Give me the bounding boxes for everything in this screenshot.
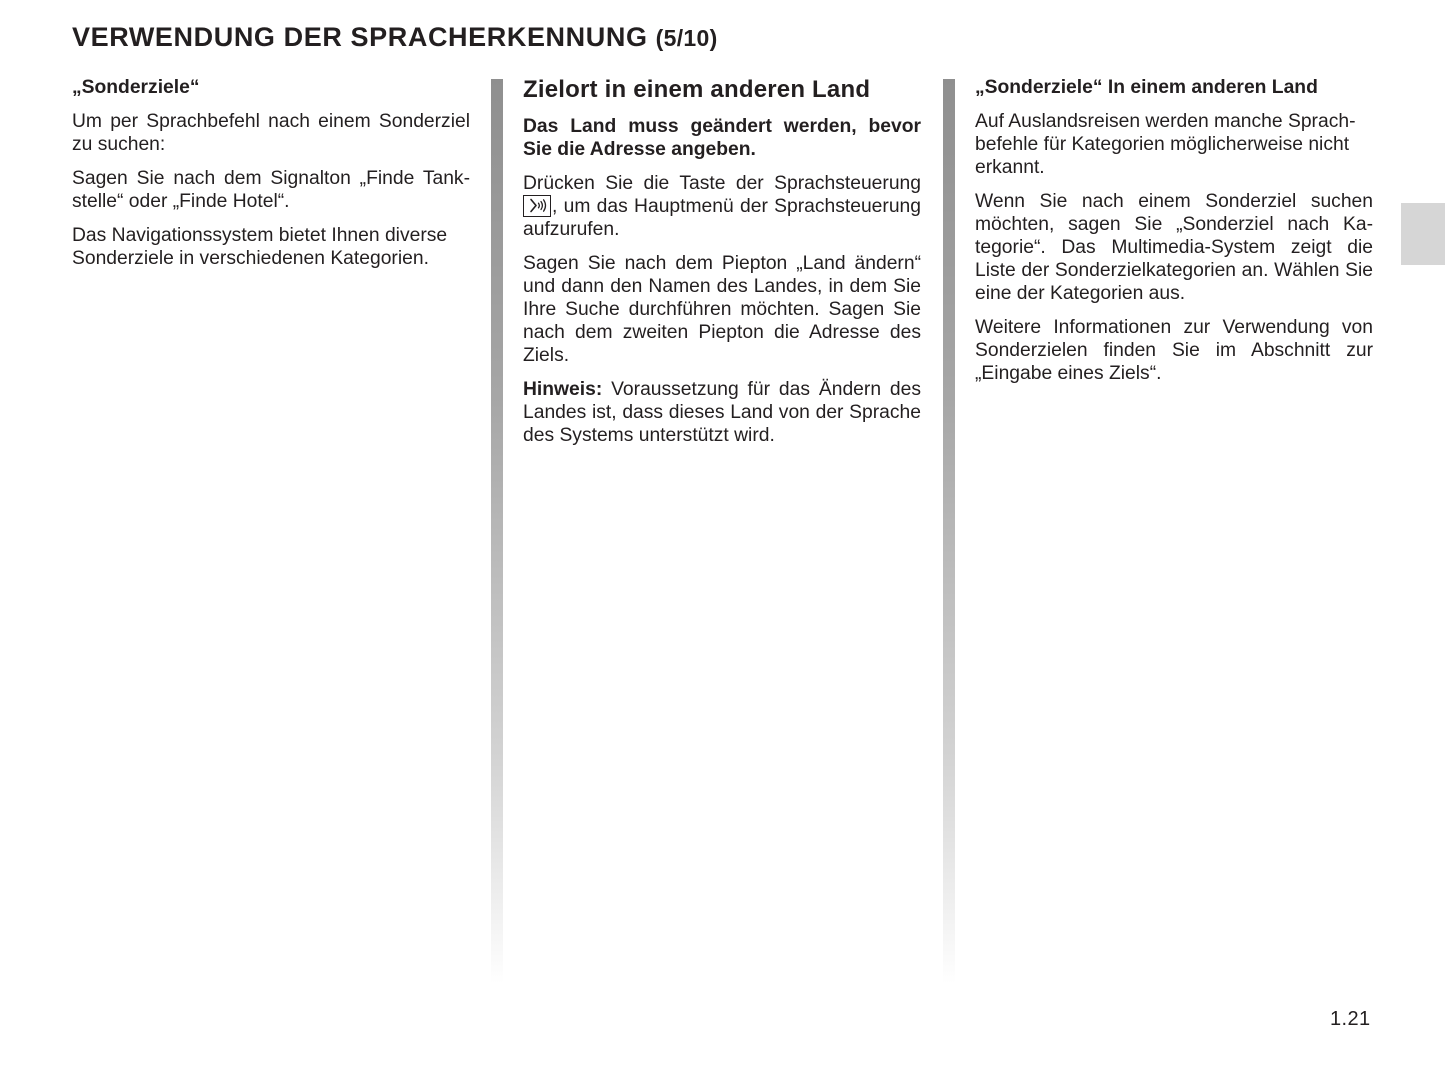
poi-other-country-paragraph-3: Weitere Informationen zur Verwendung von Sonderzielen finden Sie im Abschnitt zur „Eingabe eines Ziels“.: [975, 317, 1373, 384]
note-text: Voraussetzung für das Ändern des Landes ist, dass dieses Land von der Sprache des Systems unterstützt wird.: [523, 379, 921, 446]
other-country-note: [523, 378, 921, 447]
poi-paragraph-1: Um per Sprachbefehl nach einem Sonderziel zu suchen:: [72, 111, 470, 155]
poi-other-country-paragraph-1: Auf Auslandsreisen werden manche Sprachbefehle für Kategorien möglicherweise nicht erkannt.: [975, 111, 1356, 178]
column-divider-left: [491, 79, 503, 984]
poi-paragraph-3: Das Navigationssystem bietet Ihnen diverse Sonderziele in verschiedenen Kategorien.: [72, 225, 448, 269]
column-divider-right: [943, 79, 955, 984]
poi-other-country-subheading: „Sonderziele“ In einem anderen Land: [975, 77, 1318, 98]
press-instruction-after: , um das Hauptmenü der Sprachsteuerung aufzurufen.: [523, 196, 921, 240]
page-title-text: VERWENDUNG DER SPRACHERKENNUNG: [72, 22, 648, 52]
other-country-intro: Das Land muss geändert werden, bevor Sie die Adresse angeben.: [523, 116, 921, 160]
other-country-paragraph-2: Sagen Sie nach dem Piepton „Land ändern“ und dann den Namen des Landes, in dem Sie Ihre Suche durchführen möchten. Sagen Sie nach dem zweiten Piepton die Adresse des Ziels.: [523, 253, 921, 366]
page-number: 1.21: [1330, 1008, 1371, 1030]
poi-subheading: „Sonderziele“: [72, 77, 200, 98]
column-other-country: [523, 76, 921, 458]
chapter-tab: [1401, 203, 1445, 265]
poi-other-country-paragraph-2: Wenn Sie nach einem Sonderziel suchen möchten, sagen Sie „Sonderziel nach Kategorie“. Das Multimedia-System zeigt die Liste der Sonderzielkategorien an. Wählen Sie eine der Kategorien aus.: [975, 191, 1373, 304]
press-instruction-before: Drücken Sie die Taste der Sprachsteuerung: [523, 173, 921, 194]
note-label: Hinweis:: [523, 379, 603, 400]
page-title: [72, 22, 718, 53]
column-points-of-interest: [72, 76, 470, 281]
voice-command-button-icon: [523, 195, 551, 217]
page-counter: (5/10): [655, 25, 718, 51]
poi-paragraph-2: Sagen Sie nach dem Signalton „Finde Tankstelle“ oder „Finde Hotel“.: [72, 168, 470, 212]
column-poi-other-country: [975, 76, 1373, 396]
other-country-heading: Zielort in einem anderen Land: [523, 76, 871, 103]
other-country-press-instruction: [523, 172, 921, 241]
